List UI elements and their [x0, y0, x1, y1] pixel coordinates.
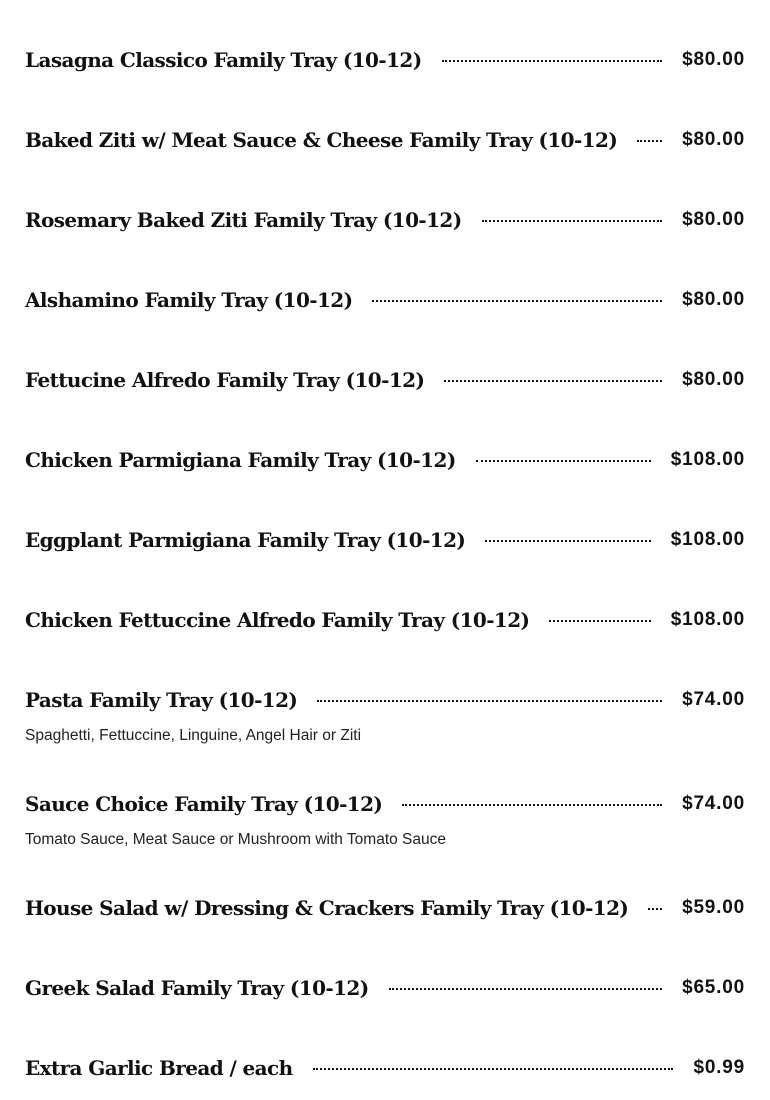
menu-item-price: $74.00	[682, 793, 745, 814]
menu-item-price: $80.00	[682, 209, 745, 230]
menu-item-row	[25, 200, 745, 240]
menu-item-row	[25, 520, 745, 560]
menu-item-price: $59.00	[682, 897, 745, 918]
dotted-leader	[637, 140, 662, 142]
menu-item-greek-salad[interactable]	[25, 968, 745, 1008]
menu-item-name: Eggplant Parmigiana Family Tray (10-12)	[25, 528, 466, 552]
menu-list	[25, 0, 745, 1088]
dotted-leader	[317, 700, 662, 702]
menu-item-price: $108.00	[670, 529, 745, 550]
menu-item-row	[25, 360, 745, 400]
menu-item-row	[25, 680, 745, 720]
dotted-leader	[482, 220, 662, 222]
menu-item-rosemary-baked-ziti[interactable]	[25, 200, 745, 240]
dotted-leader	[476, 460, 651, 462]
menu-item-row	[25, 40, 745, 80]
menu-item-name: Extra Garlic Bread / each	[25, 1056, 293, 1080]
menu-item-price: $80.00	[682, 369, 745, 390]
menu-item-name: Chicken Fettuccine Alfredo Family Tray (10-12)	[25, 608, 530, 632]
menu-item-price: $65.00	[682, 977, 745, 998]
menu-item-price: $80.00	[682, 289, 745, 310]
menu-item-row	[25, 784, 745, 824]
menu-item-baked-ziti-meat-sauce[interactable]	[25, 120, 745, 160]
menu-item-name: Chicken Parmigiana Family Tray (10-12)	[25, 448, 456, 472]
dotted-leader	[313, 1068, 674, 1070]
menu-item-price: $80.00	[682, 129, 745, 150]
menu-item-price: $80.00	[682, 49, 745, 70]
menu-item-row	[25, 440, 745, 480]
menu-item-chicken-fettuccine-alfredo[interactable]	[25, 600, 745, 640]
menu-item-name: Rosemary Baked Ziti Family Tray (10-12)	[25, 208, 462, 232]
menu-item-row	[25, 600, 745, 640]
dotted-leader	[372, 300, 662, 302]
menu-item-row	[25, 280, 745, 320]
menu-item-fettucine-alfredo[interactable]	[25, 360, 745, 400]
menu-item-row	[25, 1048, 745, 1088]
menu-item-price: $108.00	[670, 609, 745, 630]
dotted-leader	[444, 380, 662, 382]
menu-item-lasagna-classico[interactable]	[25, 40, 745, 80]
menu-item-row	[25, 120, 745, 160]
menu-item-alshamino[interactable]	[25, 280, 745, 320]
dotted-leader	[485, 540, 650, 542]
menu-item-description: Tomato Sauce, Meat Sauce or Mushroom with Tomato Sauce	[25, 831, 447, 848]
menu-item-name: House Salad w/ Dressing & Crackers Family Tray (10-12)	[25, 896, 629, 920]
menu-item-name: Sauce Choice Family Tray (10-12)	[25, 792, 383, 816]
dotted-leader	[648, 908, 662, 910]
menu-item-description: Spaghetti, Fettuccine, Linguine, Angel Hair or Ziti	[25, 727, 362, 744]
menu-item-name: Alshamino Family Tray (10-12)	[25, 288, 353, 312]
menu-item-row	[25, 968, 745, 1008]
menu-item-pasta-tray[interactable]	[25, 680, 745, 747]
menu-item-name: Pasta Family Tray (10-12)	[25, 688, 298, 712]
menu-item-name: Fettucine Alfredo Family Tray (10-12)	[25, 368, 425, 392]
dotted-leader	[442, 60, 663, 62]
menu-item-name: Lasagna Classico Family Tray (10-12)	[25, 48, 422, 72]
dotted-leader	[402, 804, 662, 806]
menu-item-price: $74.00	[682, 689, 745, 710]
menu-item-row	[25, 888, 745, 928]
menu-item-sauce-choice[interactable]	[25, 784, 745, 851]
dotted-leader	[549, 620, 650, 622]
menu-item-price: $108.00	[670, 449, 745, 470]
menu-item-name: Baked Ziti w/ Meat Sauce & Cheese Family Tray (10-12)	[25, 128, 618, 152]
menu-item-price: $0.99	[693, 1057, 745, 1078]
menu-item-extra-garlic-bread[interactable]	[25, 1048, 745, 1088]
menu-item-eggplant-parmigiana[interactable]	[25, 520, 745, 560]
menu-item-house-salad[interactable]	[25, 888, 745, 928]
dotted-leader	[389, 988, 662, 990]
menu-item-name: Greek Salad Family Tray (10-12)	[25, 976, 369, 1000]
menu-item-chicken-parmigiana[interactable]	[25, 440, 745, 480]
